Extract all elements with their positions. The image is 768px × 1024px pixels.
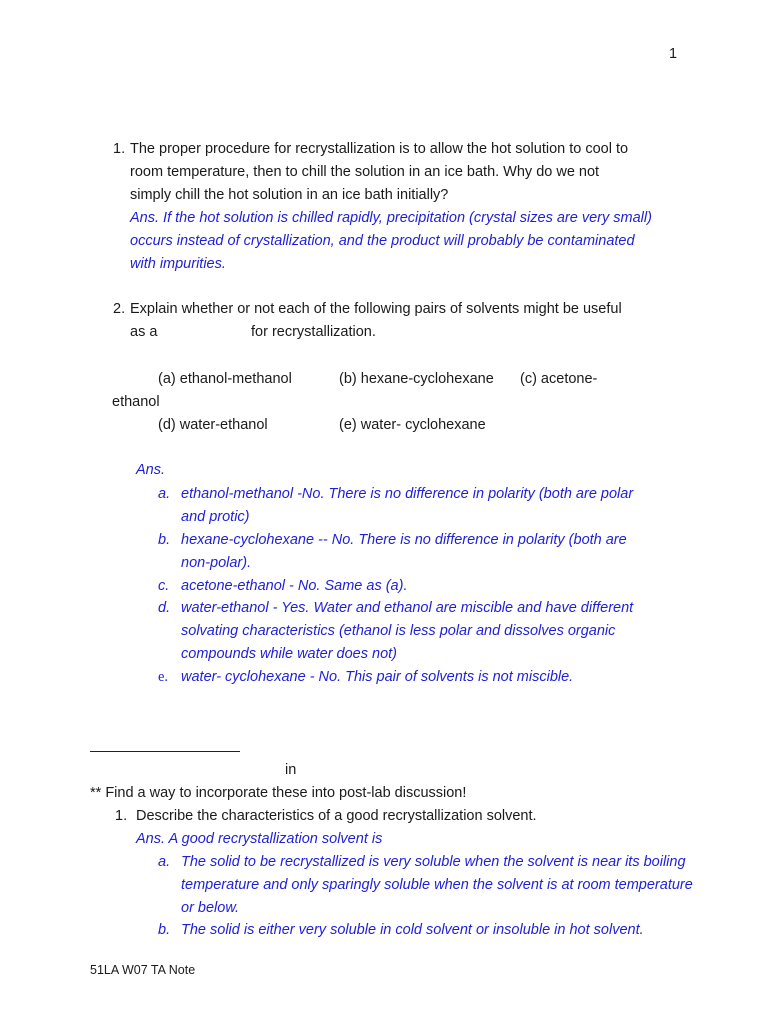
page-number: 1 (669, 46, 678, 62)
section2-answer-intro: Ans. A good recrystallization solvent is (136, 831, 383, 847)
q2-answer-a-line-2: and protic) (181, 509, 250, 525)
q2-answer-a-marker: a. (158, 486, 171, 502)
q2-answer-c-marker: c. (158, 578, 170, 594)
section2-answer-a-marker: a. (158, 854, 171, 870)
q1-number: 1. (113, 141, 126, 157)
q2-option-c: (c) acetone- (520, 371, 598, 387)
section2-answer-a-line-3: or below. (181, 900, 240, 916)
section2-answer-a-line-2: temperature and only sparingly soluble when the solvent is at room temperature (181, 877, 693, 893)
section2-answer-b-marker: b. (158, 922, 171, 938)
q2-answer-b-line-2: non-polar). (181, 555, 252, 571)
q2-answer-a-line-1: ethanol-methanol -No. There is no difference in polarity (both are polar (181, 486, 634, 502)
section2-answer-a-line-1: The solid to be recrystallized is very soluble when the solvent is near its boiling (181, 854, 686, 870)
section2-item-number: 1. (115, 808, 128, 824)
q1-line-3: simply chill the hot solution in an ice bath initially? (130, 187, 449, 203)
q2-number: 2. (113, 301, 126, 317)
q1-answer-line-2: occurs instead of crystallization, and the product will probably be contaminated (130, 233, 635, 249)
q2-answer-d-line-3: compounds while water does not) (181, 646, 398, 662)
q2-answer-d-marker: d. (158, 600, 171, 616)
q2-option-c-continued: ethanol (112, 394, 160, 410)
q2-line-2b: for recrystallization. (251, 324, 376, 340)
q1-answer-line-3: with impurities. (130, 256, 226, 272)
q2-answer-e-line-1: water- cyclohexane - No. This pair of solvents is not miscible. (181, 669, 574, 685)
q2-option-b: (b) hexane-cyclohexane (339, 371, 494, 387)
section-divider (90, 751, 240, 752)
section2-answer-b-line-1: The solid is either very soluble in cold solvent or insoluble in hot solvent. (181, 922, 644, 938)
q2-line-1: Explain whether or not each of the following pairs of solvents might be useful (130, 301, 622, 317)
page-footer: 51LA W07 TA Note (90, 963, 196, 977)
section2-in-text: in (285, 762, 297, 778)
q2-option-a: (a) ethanol-methanol (158, 371, 292, 387)
q2-answer-label: Ans. (136, 462, 166, 478)
q2-option-e: (e) water- cyclohexane (339, 417, 486, 433)
section2-item-text: Describe the characteristics of a good recrystallization solvent. (136, 808, 537, 824)
section2-note: ** Find a way to incorporate these into post-lab discussion! (90, 785, 467, 801)
q2-answer-e-marker: e. (158, 669, 169, 685)
q2-answer-b-line-1: hexane-cyclohexane -- No. There is no difference in polarity (both are (181, 532, 627, 548)
q1-line-2: room temperature, then to chill the solution in an ice bath. Why do we not (130, 164, 600, 180)
q2-option-d: (d) water-ethanol (158, 417, 268, 433)
q2-answer-b-marker: b. (158, 532, 171, 548)
q1-answer-line-1: Ans. If the hot solution is chilled rapidly, precipitation (crystal sizes are very small) (130, 210, 652, 226)
q2-answer-d-line-2: solvating characteristics (ethanol is less polar and dissolves organic (181, 623, 616, 639)
q2-answer-c-line-1: acetone-ethanol - No. Same as (a). (181, 578, 408, 594)
q1-line-1: The proper procedure for recrystallization is to allow the hot solution to cool to (130, 141, 629, 157)
q2-answer-d-line-1: water-ethanol - Yes. Water and ethanol are miscible and have different (181, 600, 634, 616)
q2-line-2a: as a (130, 324, 158, 340)
